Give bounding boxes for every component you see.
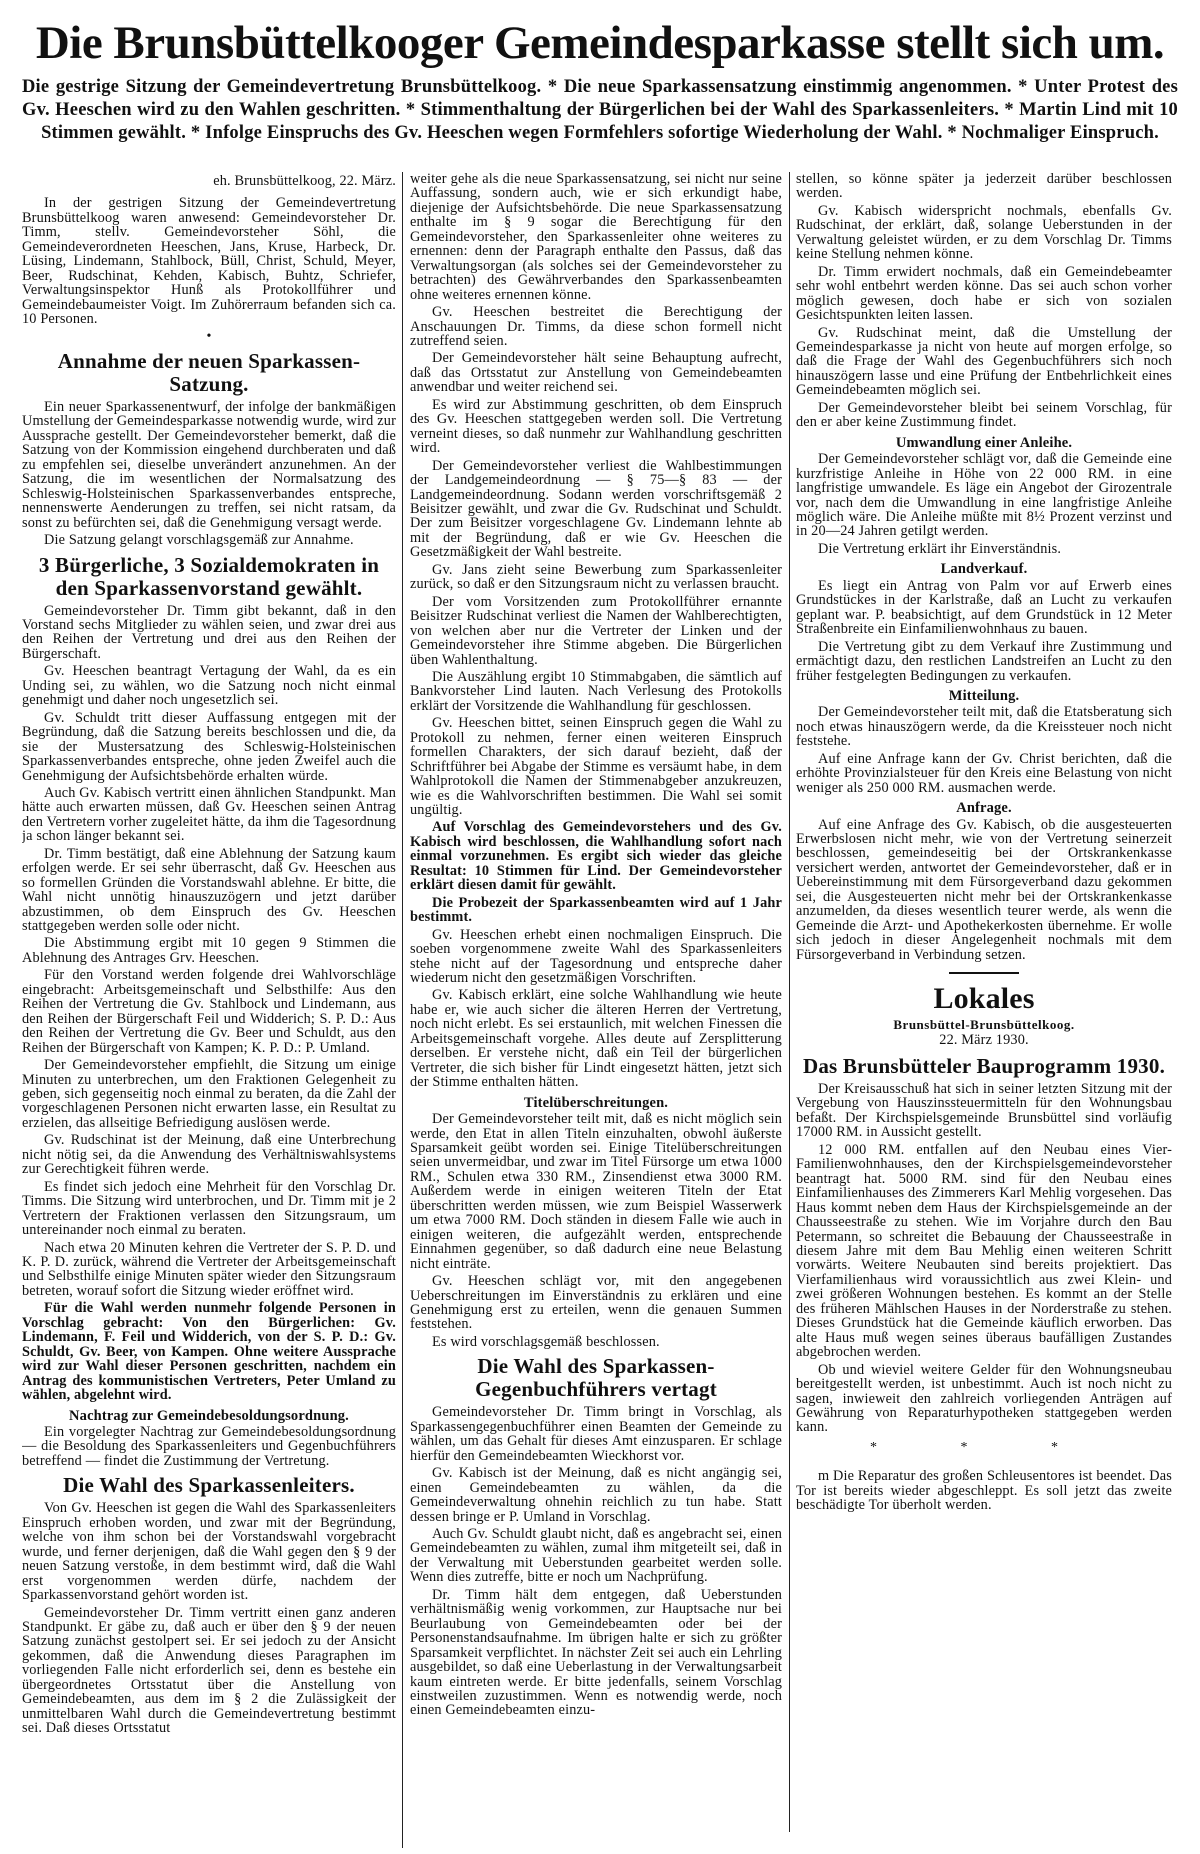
article-heading: 3 Bürgerliche, 3 Sozialdemokraten in den Sparkassenvorstand gewählt. — [38, 552, 380, 600]
subheading: Anfrage. — [956, 800, 1012, 817]
paragraph-continued: weiter gehe als die neue Sparkassensatzung, sei nicht nur seine Auffassung, sondern auch, wie er sich erkundigt habe, diejenige der Aufsichtsbehörde. Die neue Sparkassensatzung enthalte im § 9 sogar die Berechtigung für den Gemeindevorsteher, den Sparkassenleiter ohne weiteres zu ernennen: denn der Paragraph enthalte den Passus, daß das Verwaltungsorgan (als solches sei der Gemeindevorsteher zu betrachten) des Gewährverbandes den Sparkassenbeamten ohne weiteres ernennen könne. — [410, 172, 782, 303]
paragraph: Gv. Kabisch ist der Meinung, daß es nicht angängig sei, einen Gemeindebeamten zu wählen, da die Gemeindeverwaltung ohnehin reichlich zu tun habe. Statt dessen bringe er P. Umland in Vorschlag. — [410, 1465, 782, 1525]
subheadline: Die gestrige Sitzung der Gemeindevertretung Brunsbüttelkoog. * Die neue Sparkassensatzung einstimmig angenommen. * Unter Protest des Gv. Heeschen wird zu den Wahlen geschritten. * Stimmenthaltung der Bürgerlichen bei der Wahl des Sparkassenleiters. * Martin Lind mit 10 Stimmen gewählt. * Infolge Einspruchs des Gv. Heeschen wegen Formfehlers sofortige Wiederholung der Wahl. * Nochmaliger Einspruch. — [22, 77, 1178, 143]
column-divider — [789, 172, 790, 1832]
paragraph-bold: Die Probezeit der Sparkassenbeamten wird auf 1 Jahr bestimmt. — [410, 894, 782, 926]
paragraph: Dr. Timm hält dem entgegen, daß Ueberstunden verhältnismäßig wenig vorkommen, zur Hauptsache nur bei Beurlaubung von Gemeindebeamten oder bei der Personenstandsaufnahme. Im übrigen halte er sich zu größter Sparsamkeit verpflichtet. In nächster Zeit sei auch ein Lehrling ausgebildet, so daß eine Ueberlastung in der Verwaltungsarbeit kaum eintreten werde. Er bitte jedenfalls, seinem Vorschlag einstweilen zuzustimmen. Wenn es notwendig werde, noch einen Gemeindebeamten einzu- — [410, 1586, 782, 1719]
paragraph: Ob und wieviel weitere Gelder für den Wohnungsneubau bereitgestellt werden, ist unbestimmt. Auch ist noch nicht zu sagen, inwieweit den zahlreich vorliegenden Anträgen auf Gewährung von Reparaturhypotheken stattgegeben werden kann. — [796, 1361, 1172, 1436]
column-3 — [796, 172, 1172, 1848]
paragraph: Die Abstimmung ergibt mit 10 gegen 9 Stimmen die Ablehnung des Antrages Grv. Heeschen. — [22, 935, 396, 966]
paragraph: Der Gemeindevorsteher bleibt bei seinem Vorschlag, für den er aber keine Zustimmung findet. — [796, 399, 1172, 431]
paragraph: Gv. Heeschen bestreitet die Berechtigung der Anschauungen Dr. Timms, da diese schon formell nicht zutreffend seien. — [410, 304, 782, 349]
paragraph: Der Gemeindevorsteher hält seine Behauptung aufrecht, daß das Ortsstatut zur Anstellung von Gemeindebeamten anwendbar und weiter reichend sei. — [410, 350, 782, 396]
dateline: eh. Brunsbüttelkoog, 22. März. — [213, 173, 396, 189]
subheading: Umwandlung einer Anleihe. — [895, 434, 1073, 451]
paragraph: Gv. Heeschen beantragt Vertagung der Wahl, da es ein Unding sei, zu wählen, wo die Satzung noch nicht einmal genehmigt und daher noch ungesetzlich sei. — [22, 663, 396, 709]
paragraph: Der Gemeindevorsteher empfiehlt, die Sitzung um einige Minuten zu unterbrechen, um den Fraktionen Gelegenheit zu geben, sich gegenseitig noch einmal zu beraten, da die Zahl der vorgeschlagenen Personen nicht erwarten lasse, ein Resultat zu erzielen, das allseitige Befriedigung auslösen werde. — [22, 1057, 396, 1131]
paragraph: Gv. Rudschinat ist der Meinung, daß eine Unterbrechung nicht nötig sei, da die Anwendung des Verhältniswahlsystems zur Gerechtigkeit führen werde. — [22, 1132, 396, 1178]
paragraph: 12 000 RM. entfallen auf den Neubau eines Vier-Familienwohnhauses, den der Kirchspielsgemeindevorsteher beantragt hat. 5000 RM. sind für den Neubau eines Einfamilienhauses des Zimmerers Karl Mehlig vorgesehen. Das Haus kommt neben dem Haus der Kirchspielsgemeinde an der Chausseestraße zu stehen. Wie im Vorjahre durch den Bau Petermann, so schreitet die Bebauung der Chausseestraße in diesem Jahre mit dem Bau Mehlig einen weiteren Schritt vorwärts. Weitere Neubauten sind bereits projektiert. Das Vierfamilienhaus wird voraussichtlich aus zwei Klein- und zwei größeren Wohnungen bestehen. Es kommt an der Stelle des früheren Mählschen Hauses in der Norderstraße zu stehen. Dieses Grundstück hat die Gemeinde käuflich erworben. Das alte Haus muß wegen seines überaus baufälligen Zustandes abgebrochen werden. — [796, 1141, 1172, 1361]
paragraph: Der Gemeindevorsteher schlägt vor, daß die Gemeinde eine kurzfristige Anleihe in Höhe von 22 000 RM. in eine langfristige umwandele. Es läge ein Angebot der Girozentrale vor, nach dem die Umwandlung in eine langfristige Anleihe möglich wäre. Die Anleihe müßte mit 8½ Prozent verzinst und in 20—24 Jahren getilgt werden. — [796, 451, 1172, 540]
paragraph: Ein vorgelegter Nachtrag zur Gemeindebesoldungsordnung — die Besoldung des Sparkassenleiters und Gegenbuchführers betreffend — findet die Zustimmung der Vertretung. — [22, 1423, 396, 1469]
paragraph: Es findet sich jedoch eine Mehrheit für den Vorschlag Dr. Timms. Die Sitzung wird unterbrochen, und Dr. Timm mit je 2 Vertretern der Fraktionen verlassen den Sitzungsraum, um untereinander noch einmal zu beraten. — [22, 1178, 396, 1239]
paragraph: Gemeindevorsteher Dr. Timm gibt bekannt, daß in den Vorstand sechs Mitglieder zu wählen seien, und zwar drei aus den Reihen der Vertretung und drei aus den Reihen der Bürgerschaft. — [22, 602, 396, 662]
paragraph: Dr. Timm bestätigt, daß eine Ablehnung der Satzung kaum erfolgen werde. Er sei sehr überrascht, daß Gv. Heeschen aus so formellen Gründen die Vorstandswahl ablehne. Er bitte, die Wahl nicht unnötig hinauszuzögern und jetzt darüber abzustimmen, ob dem Einspruch des Gv. Heeschen stattgegeben werden solle oder nicht. — [22, 845, 396, 935]
column-1 — [22, 172, 396, 1848]
column-divider — [402, 172, 403, 1848]
article-heading: Das Brunsbütteler Bauprogramm 1930. — [802, 1054, 1166, 1079]
paragraph: Es wird vorschlagsgemäß beschlossen. — [432, 1333, 660, 1350]
paragraph: Die Auszählung ergibt 10 Stimmabgaben, die sämtlich auf Bankvorsteher Lind lauten. Nach Verlesung des Protokolls erklärt der Vorsitzende die Wahlhandlung für geschlossen. — [410, 668, 782, 714]
paragraph: Die Vertretung gibt zu dem Verkauf ihre Zustimmung und ermächtigt dazu, den restlichen Landstreifen an Lucht zu den früher festgelegten Bedingungen zu verkaufen. — [796, 638, 1172, 684]
column-2 — [410, 172, 782, 1848]
subheading: Mitteilung. — [948, 687, 1020, 704]
subheading: Landverkauf. — [940, 561, 1028, 578]
paragraph: Gemeindevorsteher Dr. Timm bringt in Vorschlag, als Sparkassengegenbuchführer einen Beamten der Gemeinde zu wählen, um das Gehalt für dieses Amt einzusparen. Er schlage hierfür den Gemeindebeamten Wieckhorst vor. — [410, 1404, 782, 1464]
paragraph: Der vom Vorsitzenden zum Protokollführer ernannte Beisitzer Rudschinat verliest die Namen der Wahlberechtigten, von welchen aber nur die Vertreter der Linken und der Gemeindevorsteher ihre Stimme abgeben. Die Bürgerlichen üben Wahlenthaltung. — [410, 593, 782, 668]
paragraph: Der Kreisausschuß hat sich in seiner letzten Sitzung mit der Vergebung von Hauszinssteuermitteln für den Wohnungsbau befaßt. Der Kirchspielsgemeinde Brunsbüttel sind vorläufig 17000 RM. in Aussicht gestellt. — [796, 1081, 1172, 1141]
separator-bullet: • — [206, 328, 212, 344]
paragraph: Von Gv. Heeschen ist gegen die Wahl des Sparkassenleiters Einspruch erhoben worden, und zwar mit der Begründung, welche von ihm schon bei der Vorstandswahl vorgebracht wurde, und ferner derjenigen, daß die Wahl gegen den § 9 der neuen Satzung verstoße, in dem bestimmt wird, daß die Wahl erst vorgenommen werden dürfe, nachdem der Sparkassenvorstand gehört worden ist. — [22, 1500, 396, 1604]
paragraph: Für den Vorstand werden folgende drei Wahlvorschläge eingebracht: Arbeitsgemeinschaft und Selbsthilfe: Aus den Reihen der Vertretung die Gv. Stahlbock und Lindemann, aus den Reihen der Bürgerschaft Feil und Widderich; S. P. D.: Aus den Reihen der Vertretung die Gv. Beer und Schuldt, aus den Reihen der Bürgerschaft von Kampen; K. P. D.: P. Umland. — [22, 967, 396, 1056]
paragraph-continued: stellen, so könne später ja jederzeit darüber beschlossen werden. — [796, 172, 1172, 202]
article-heading: Die Wahl des Sparkassenleiters. — [63, 1473, 355, 1498]
section-date: 22. März 1930. — [939, 1031, 1029, 1048]
paragraph: Die Vertretung erklärt ihr Einverständnis. — [818, 540, 1062, 557]
paragraph: Gv. Heeschen erhebt einen nochmaligen Einspruch. Die soeben vorgenommene zweite Wahl des Sparkassenleiters stehe nicht auf der Tagesordnung und entspreche daher wiederum nicht den gesetzmäßigen Vorschriften. — [410, 926, 782, 987]
paragraph: Gv. Schuldt tritt dieser Auffassung entgegen mit der Begründung, daß die Satzung bereits beschlossen und die, da sie der Mustersatzung des Schleswig-Holsteinischen Sparkassenverbandes entspreche, ohne jeden Zweifel auch die Genehmigung der Aufsichtsbehörde erhalten würde. — [22, 709, 396, 784]
paragraph: Gv. Kabisch erklärt, eine solche Wahlhandlung wie heute habe er, wie auch sicher die älteren Herren der Vertretung, noch nicht erlebt. Es sei erstaunlich, mit welchen Finessen die Arbeitsgemeinschaft vorgehe. Alles deute auf Zersplitterung derselben. Er verstehe nicht, daß ein Teil der bürgerlichen Vertreter, die sich bisher für Lindt eingesetzt hätten, jetzt sich der Stimme enthalten hätten. — [410, 987, 782, 1091]
paragraph-bold: Für die Wahl werden nunmehr folgende Personen in Vorschlag gebracht: Von den Bürgerlichen: Gv. Lindemann, F. Feil und Widderich, von der S. P. D.: Gv. Schuldt, Gv. Beer, von Kampen. Ohne weitere Aussprache wird zur Wahl dieser Personen geschritten, nachdem ein Antrag des kommunistischen Vertreters, Peter Umland zu wählen, abgelehnt wird. — [22, 1300, 396, 1404]
paragraph: Auch Gv. Schuldt glaubt nicht, daß es angebracht sei, einen Gemeindebeamten zu wählen, zumal ihm mitgeteilt sei, daß in der Verwaltung mit Ueberstunden gearbeitet werden solle. Wenn dies zutreffe, bitte er noch um Nachprüfung. — [410, 1525, 782, 1586]
paragraph: Der Gemeindevorsteher teilt mit, daß es nicht möglich sein werde, den Etat in allen Titeln einzuhalten, obwohl äußerste Sparsamkeit geübt worden sei. Einige Titelüberschreitungen seien unvermeidbar, und zwar im Titel Fürsorge um etwa 1000 RM., Schulen etwa 330 RM., Zinsendienst etwa 3000 RM. Außerdem werde in einigen weiteren Titeln der Etat überschritten werden müssen, wie zum Beispiel Wasserwerk um etwa 7000 RM. Doch ständen in diesem Falle wie auch in einigen weiteren, die aufgezählt werden, entsprechende Einnahmen gegenüber, so daß dadurch eine neue Belastung nicht einträte. — [410, 1111, 782, 1272]
paragraph: Auf eine Anfrage kann der Gv. Christ berichten, daß die erhöhte Provinzialsteuer für den Kreis eine Belastung von nicht weniger als 250 000 RM. ausmachen werde. — [796, 750, 1172, 796]
paragraph: Gv. Jans zieht seine Bewerbung zum Sparkassenleiter zurück, so daß er den Sitzungsraum nicht zu verlassen braucht. — [410, 561, 782, 593]
paragraph: Gv. Heeschen bittet, seinen Einspruch gegen die Wahl zu Protokoll zu nehmen, ferner einen weiteren Einspruch formellen Charakters, der sich darauf bezieht, daß der Schriftführer bei Abgabe der Stimme es versäumt habe, in dem Wahlprotokoll die Namen der Stimmenabgeber anzukreuzen, wie es die Wahlvorschriften bestimmen. Die Wahl sei somit ungültig. — [410, 715, 782, 819]
section-location: Brunsbüttel-Brunsbüttelkoog. — [893, 1017, 1075, 1033]
subheading: Nachtrag zur Gemeindebesoldungsordnung. — [69, 1407, 349, 1424]
paragraph: Der Gemeindevorsteher teilt mit, daß die Etatsberatung sich noch etwas hinauszögern werde, da die Kreissteuer noch nicht feststehe. — [796, 704, 1172, 750]
paragraph: m Die Reparatur des großen Schleusentores ist beendet. Das Tor ist bereits wieder abgeschleppt. Es soll jetzt das zweite beschädigte Tor überholt werden. — [796, 1468, 1172, 1514]
article-heading: Die Wahl des Sparkassen-Gegenbuchführers vertagt — [475, 1354, 717, 1402]
paragraph: Es liegt ein Antrag von Palm vor auf Erwerb eines Grundstückes in der Karlstraße, daß an Lucht zu verkaufen geplant war. P. beabsichtigt, auf dem Grundstück in 12 Meter Straßenbreite ein Einfamilienwohnhaus zu bauen. — [796, 577, 1172, 638]
subheading: Titelüberschreitungen. — [523, 1094, 669, 1111]
paragraph: Der Gemeindevorsteher verliest die Wahlbestimmungen der Landgemeindeordnung — § 75—§ 83 — der Landgemeindeordnung. Sodann werden vorschriftsgemäß 2 Beisitzer gewählt, und zwar die Gv. Rudschinat und Schuldt. Der zum Beisitzer vorgeschlagene Gv. Lindemann lehnte ab mit der Begründung, daß er wie Gv. Heeschen die Gesetzmäßigkeit der Wahl bestreite. — [410, 457, 782, 561]
paragraph: Dr. Timm erwidert nochmals, daß ein Gemeindebeamter sehr wohl entbehrt werden könne. Das sei auch schon vorher möglich gewesen, doch habe er sich von sozialen Gesichtspunkten leiten lassen. — [796, 263, 1172, 324]
paragraph: Die Satzung gelangt vorschlagsgemäß zur Annahme. — [44, 532, 354, 549]
paragraph: Auch Gv. Kabisch vertritt einen ähnlichen Standpunkt. Man hätte auch erwarten müssen, daß Gv. Heeschen seinen Antrag den Vertretern vorher zugeleitet hätte, da ihm die Tagesordnung ja schon länger bekannt sei. — [22, 784, 396, 845]
separator-rule — [949, 972, 1019, 974]
paragraph: Ein neuer Sparkassenentwurf, der infolge der bankmäßigen Umstellung der Gemeindesparkasse notwendig wurde, wird zur Aussprache gestellt. Der Gemeindevorsteher bemerkt, daß die Satzung von der Kommission eingehend durchberaten und daß zu empfehlen sei, dieselbe unverändert anzunehmen. An der Satzung, die im wesentlichen der Normalsatzung des Schleswig-Holsteinischen Sparkassenverbandes entspreche, nennenswerte Aenderungen zu treffen, sei nicht ratsam, da sonst zu befürchten sei, daß die Genehmigung versagt werde. — [22, 398, 396, 531]
paragraph: Gv. Kabisch widerspricht nochmals, ebenfalls Gv. Rudschinat, der erklärt, daß, solange Ueberstunden in der Verwaltung geleistet würden, er zu dem Vorschlag Dr. Timms keine Stellung nehmen könne. — [796, 202, 1172, 263]
paragraph-bold: Auf Vorschlag des Gemeindevorstehers und des Gv. Kabisch wird beschlossen, die Wahlhandlung sofort nach einmal vorzunehmen. Es ergibt sich wieder das gleiche Resultat: 10 Stimmen für Lind. Der Gemeindevorsteher erklärt diesen damit für gewählt. — [410, 819, 782, 894]
paragraph: Gv. Heeschen schlägt vor, mit den angegebenen Ueberschreitungen im Einverständnis zu erklären und eine Genehmigung erst zu erteilen, wenn die genauen Summen feststehen. — [410, 1273, 782, 1333]
paragraph: Gv. Rudschinat meint, daß die Umstellung der Gemeindesparkasse ja nicht von heute auf morgen erfolge, so daß die Frage der Wahl des Gegenbuchführers sich noch hinauszögern lasse und eine Prüfung der Entbehrlichkeit eines Gemeindebeamten möglich sei. — [796, 324, 1172, 399]
section-title: Lokales — [933, 982, 1035, 1016]
paragraph: Auf eine Anfrage des Gv. Kabisch, ob die ausgesteuerten Erwerbslosen nicht mehr, wie von der Vertretung seinerzeit beschlossen, gemeindeseitig bei der Ortskrankenkasse versichert werden, antwortet der Gemeindevorsteher, daß er in Uebereinstimmung mit dem Fürsorgeverband dazu gekommen sei, die Ausgesteuerten nicht mehr bei der Ortskrankenkasse anzumelden, da dieses wesentlich teurer werde, als wenn die Gemeinde die Arzt- und Apothekerkosten übernehme. Er wolle sich jedoch in dieser Angelegenheit nochmals mit dem Fürsorgeverband in Verbindung setzen. — [796, 816, 1172, 963]
separator-stars: * * * — [870, 1439, 1098, 1455]
paragraph: Es wird zur Abstimmung geschritten, ob dem Einspruch des Gv. Heeschen stattgegeben werden soll. Die Vertretung verneint dieses, so daß nunmehr zur Wahlhandlung geschritten wird. — [410, 396, 782, 457]
paragraph: In der gestrigen Sitzung der Gemeindevertretung Brunsbüttelkoog waren anwesend: Gemeindevorsteher Dr. Timm, stellv. Gemeindevorsteher Söhl, die Gemeindeverordneten Heeschen, Jans, Kruse, Harbeck, Dr. Lüsing, Lindemann, Stahlbock, Büll, Christ, Schuld, Meyer, Beer, Rudschinat, Kehden, Kabisch, Buhtz, Schriefer, Verwaltungsinspektor Hunß als Protokollführer und Gemeindebaumeister Voigt. Im Zuhörerraum befanden sich ca. 10 Personen. — [22, 195, 396, 328]
paragraph: Nach etwa 20 Minuten kehren die Vertreter der S. P. D. und K. P. D. zurück, während die Vertreter der Arbeitsgemeinschaft und Selbsthilfe einige Minuten später wieder den Sitzungsraum betreten, worauf sofort die Sitzung wieder eröffnet wird. — [22, 1239, 396, 1299]
article-heading: Annahme der neuen Sparkassen-Satzung. — [57, 348, 361, 396]
headline: Die Brunsbüttelkooger Gemeindesparkasse stellt sich um. — [35, 17, 1165, 69]
paragraph: Gemeindevorsteher Dr. Timm vertritt einen ganz anderen Standpunkt. Er gäbe zu, daß auch er über den § 9 der neuen Satzung zunächst gestolpert sei. Er sei jedoch zu der Ansicht gekommen, daß die Anwendung dieses Paragraphen im vorliegenden Falle nicht erforderlich sei, denn es bestehe ein übergeordnetes Ortsstatut über die Anstellung von Gemeindebeamten, aus dem im § 2 die Zulässigkeit der unmittelbaren Wahl durch die Gemeindevertretung bestimmt sei. Daß dieses Ortsstatut — [22, 1604, 396, 1737]
